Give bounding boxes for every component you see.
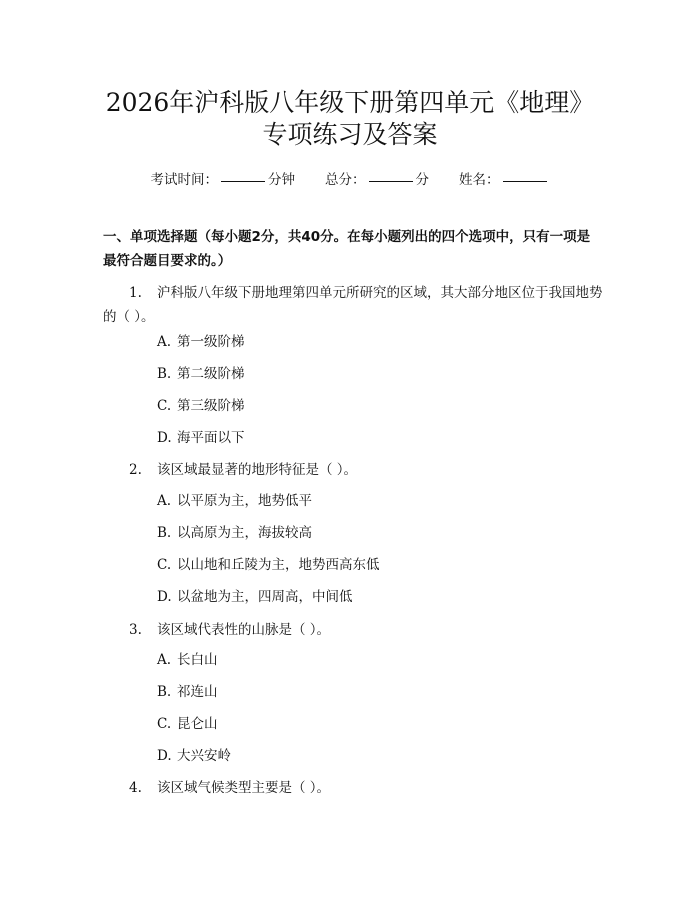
- option-1c: [157, 396, 245, 416]
- question-number: 3.: [129, 622, 142, 638]
- exam-name-label: 姓名：: [459, 172, 500, 188]
- exam-time-blank: [221, 181, 265, 182]
- question-text: 该区域代表性的山脉是（ ）。: [157, 622, 331, 638]
- option-letter: A.: [157, 334, 172, 350]
- option-letter: B.: [157, 525, 172, 541]
- document-title-line-2: 专项练习及答案: [262, 120, 438, 149]
- option-3b: [157, 682, 218, 702]
- option-text: 以高原为主，海拔较高: [177, 525, 312, 541]
- question-3: [103, 618, 603, 642]
- option-1b: [157, 364, 245, 384]
- exam-time-label: 考试时间：: [150, 172, 218, 188]
- option-text: 第一级阶梯: [177, 334, 245, 350]
- question-2: [103, 458, 603, 482]
- exam-name-blank: [503, 181, 547, 182]
- exam-name: [459, 168, 550, 188]
- question-number: 2.: [129, 462, 142, 478]
- option-letter: B.: [157, 684, 172, 700]
- document-title-line-1: 2026年沪科版八年级下册第四单元《地理》: [105, 88, 595, 117]
- option-letter: C.: [157, 557, 172, 573]
- option-text: 大兴安岭: [177, 748, 231, 764]
- option-text: 第二级阶梯: [177, 366, 245, 382]
- exam-time-unit: 分钟: [268, 172, 295, 188]
- option-1d: [157, 428, 245, 448]
- option-letter: D.: [157, 589, 172, 605]
- option-1a: [157, 332, 245, 352]
- exam-meta: [0, 168, 700, 188]
- question-text: 沪科版八年级下册地理第四单元所研究的区域，其大部分地区位于我国地势的（ ）。: [103, 285, 603, 325]
- question-number: 4.: [129, 780, 142, 796]
- question-1: [103, 281, 603, 329]
- option-letter: C.: [157, 398, 172, 414]
- option-letter: D.: [157, 430, 172, 446]
- option-letter: C.: [157, 716, 172, 732]
- option-2a: [157, 491, 312, 511]
- option-text: 以平原为主，地势低平: [177, 493, 312, 509]
- option-text: 祁连山: [177, 684, 218, 700]
- option-3c: [157, 714, 218, 734]
- option-2c: [157, 555, 380, 575]
- question-number: 1.: [129, 285, 142, 301]
- question-4: [103, 776, 603, 800]
- question-text: 该区域气候类型主要是（ ）。: [157, 780, 331, 796]
- option-text: 第三级阶梯: [177, 398, 245, 414]
- exam-score-label: 总分：: [325, 172, 366, 188]
- option-text: 长白山: [177, 652, 218, 668]
- option-letter: B.: [157, 366, 172, 382]
- option-2b: [157, 523, 312, 543]
- option-text: 以盆地为主，四周高，中间低: [177, 589, 353, 605]
- option-3a: [157, 650, 218, 670]
- exam-score-unit: 分: [415, 172, 429, 188]
- section-heading: 一、单项选择题（每小题2分，共40分。在每小题列出的四个选项中，只有一项是最符合题目要求的。）: [103, 229, 591, 269]
- exam-time: [151, 168, 296, 188]
- exam-score: [325, 168, 429, 188]
- option-2d: [157, 587, 353, 607]
- option-text: 昆仑山: [177, 716, 218, 732]
- option-text: 以山地和丘陵为主，地势西高东低: [177, 557, 380, 573]
- exam-score-blank: [369, 181, 413, 182]
- option-letter: D.: [157, 748, 172, 764]
- option-text: 海平面以下: [177, 430, 245, 446]
- option-letter: A.: [157, 493, 172, 509]
- option-3d: [157, 746, 231, 766]
- question-text: 该区域最显著的地形特征是（ ）。: [157, 462, 358, 478]
- option-letter: A.: [157, 652, 172, 668]
